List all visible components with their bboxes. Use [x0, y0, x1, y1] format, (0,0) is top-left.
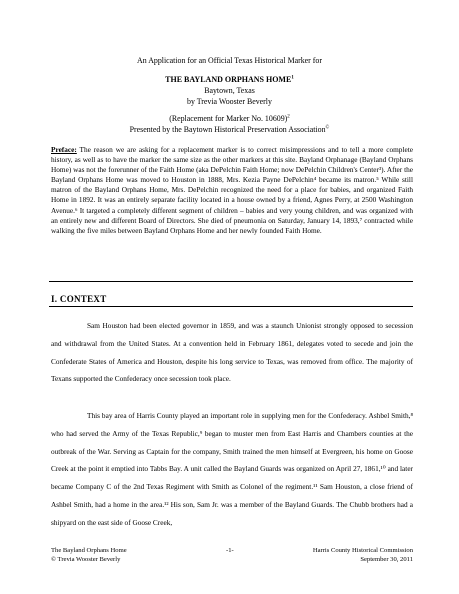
footer-title: The Bayland Orphans Home	[51, 547, 127, 554]
footer-copyright: © Trevia Wooster Beverly	[51, 556, 121, 563]
location-line: Baytown, Texas	[204, 86, 255, 95]
paragraph-1-text: Sam Houston had been elected governor in 1859, and was a staunch Unionist strongly opposed to secession and withdrawal from the United States. At a convention held in February 1861, delegates voted to secede and join the Confederate States of America and Houston, despite his long service to Texas, was removed from office. The majority of Texans supported the Confederacy once secession took place.	[51, 321, 413, 384]
author-line: by Trevia Wooster Beverly	[187, 97, 272, 106]
paragraph-2	[51, 407, 413, 532]
section-divider-bottom	[49, 306, 413, 307]
replacement-line: (Replacement for Marker No. 10609)$^2$	[169, 114, 290, 123]
section-divider-top	[49, 281, 413, 282]
preface-label: Preface:	[51, 145, 77, 154]
paragraph-1	[51, 317, 413, 388]
footer-left	[51, 546, 127, 564]
document-title: THE BAYLAND ORPHANS HOME$^1$	[165, 75, 294, 84]
footer-organization: Harris County Historical Commission	[312, 547, 413, 554]
preface-block	[51, 145, 413, 236]
presented-by-line: Presented by the Baytown Historical Preservation Association©	[129, 125, 330, 134]
footer-right	[313, 546, 413, 564]
preface-text: The reason we are asking for a replacement marker is to correct misimpressions and to tell a more complete history, as well as to have the marker the same size as the other markers at this site. Bayland Orphanage (Bayland Orphans Home) was not the forerunner of the Faith Home (aka DePelchin Faith Home; now DePelchin Children's Center³). After the Bayland Orphans Home was moved to Houston in 1888, Mrs. Kezia Payne DePelchin⁴ became its matron.⁵ While still matron of the Bayland Orphans Home, Mrs. DePelchin recognized the need for a place for babies, and organized Faith Home in 1892. It was an entirely separate facility located in a house owned by a friend, Agnes Perry, at 2500 Washington Avenue.⁶ It targeted a completely different segment of children – babies and very young children, and was organized with an entirely new and different Board of Directors. She died of pneumonia on Saturday, January 14, 1893,⁷ contracted while walking the five miles between Bayland Orphans Home and her newly founded Faith Home.	[51, 145, 413, 235]
section-heading-context: I. CONTEXT	[51, 294, 107, 304]
page-number: -1-	[226, 547, 234, 554]
footer-date: September 30, 2011	[360, 556, 413, 563]
application-heading: An Application for an Official Texas Historical Marker for	[137, 56, 322, 65]
paragraph-2-text: This bay area of Harris County played an important role in supplying men for the Confederacy. Ashbel Smith,⁸ who had served the Army of the Texas Republic,⁹ began to muster men from East Harris and Chambers counties at the outbreak of the War. Serving as Captain for the company, Smith trained the men himself at Evergreen, his home on Goose Creek at the point it emptied into Tabbs Bay. A unit called the Bayland Guards was organized on April 27, 1861,¹⁰ and later became Company C of the 2nd Texas Regiment with Smith as Colonel of the regiment.¹¹ Sam Houston, a close friend of Ashbel Smith, had a home in the area.¹² His son, Sam Jr. was a member of the Bayland Guards. The Chubb brothers had a shipyard on the east side of Goose Creek,	[51, 411, 413, 527]
